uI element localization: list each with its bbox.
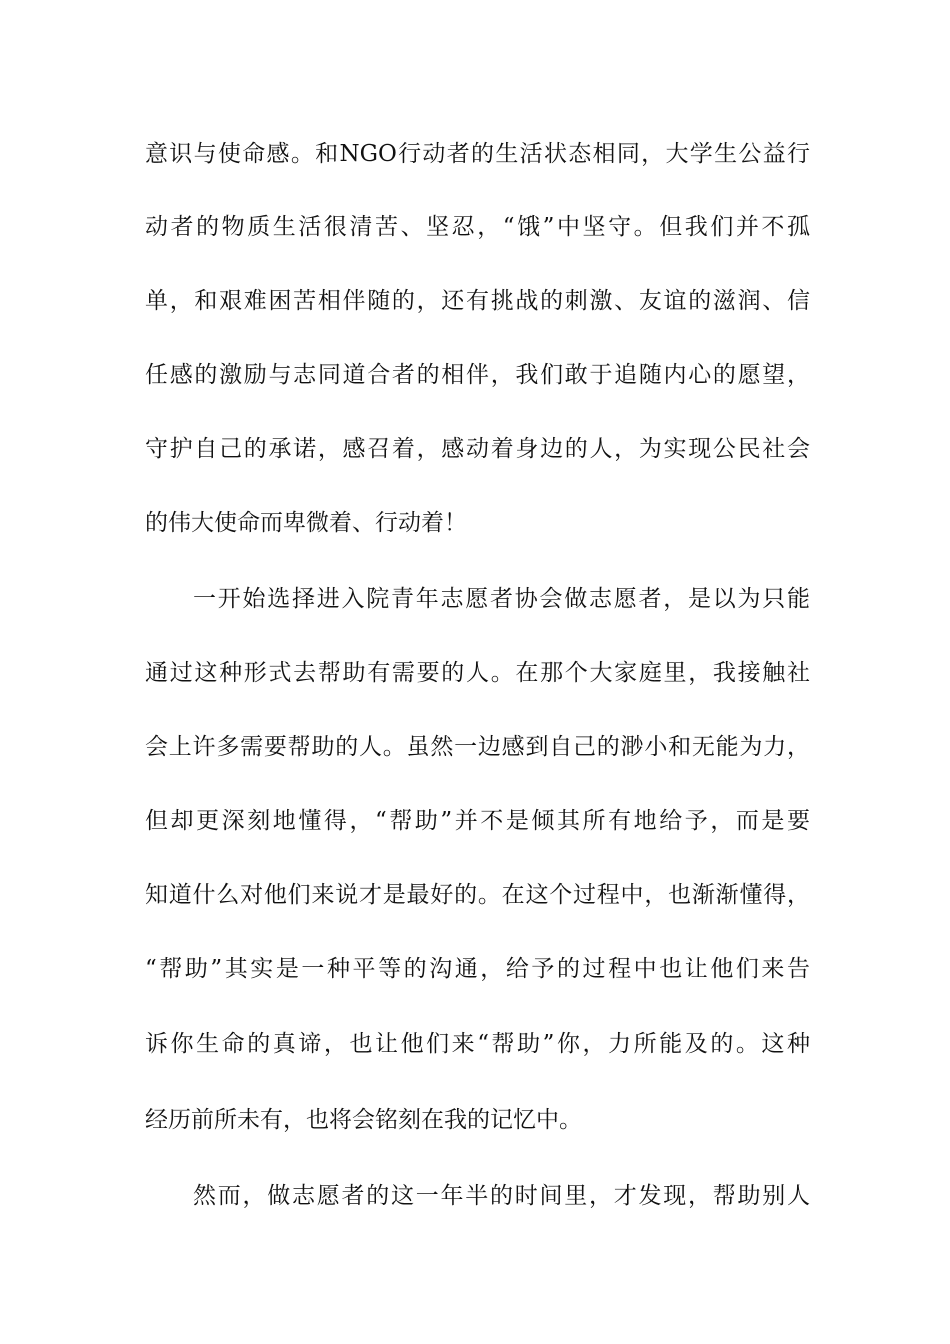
paragraph-2-line-3: 会上许多需要帮助的人。虽然一边感到自己的渺小和无能为力， <box>145 734 810 760</box>
paragraph-1-line-6: 的伟大使命而卑微着、行动着！ <box>145 510 467 536</box>
paragraph-1-line-1: 意识与使命感。和NGO行动者的生活状态相同，大学生公益行 <box>145 141 810 167</box>
paragraph-2-line-4: 但却更深刻地懂得，“帮助”并不是倾其所有地给予，而是要 <box>145 808 810 834</box>
paragraph-2-line-8: 经历前所未有，也将会铭刻在我的记忆中。 <box>145 1107 582 1133</box>
paragraph-3-line-1: 然而，做志愿者的这一年半的时间里，才发现，帮助别人 <box>193 1183 810 1209</box>
paragraph-2-line-7: 诉你生命的真谛，也让他们来“帮助”你，力所能及的。这种 <box>145 1031 810 1057</box>
paragraph-2-line-5: 知道什么对他们来说才是最好的。在这个过程中，也渐渐懂得， <box>145 882 810 908</box>
paragraph-2-line-1: 一开始选择进入院青年志愿者协会做志愿者，是以为只能 <box>193 586 810 612</box>
paragraph-2-line-6: “帮助”其实是一种平等的沟通，给予的过程中也让他们来告 <box>145 956 810 982</box>
paragraph-1-line-2: 动者的物质生活很清苦、坚忍，“饿”中坚守。但我们并不孤 <box>145 214 810 240</box>
paragraph-1-line-3: 单，和艰难困苦相伴随的，还有挑战的刺激、友谊的滋润、信 <box>145 288 810 314</box>
paragraph-1-line-5: 守护自己的承诺，感召着，感动着身边的人，为实现公民社会 <box>145 436 810 462</box>
paragraph-1-line-4: 任感的激励与志同道合者的相伴，我们敢于追随内心的愿望， <box>145 362 810 388</box>
paragraph-2-line-2: 通过这种形式去帮助有需要的人。在那个大家庭里，我接触社 <box>145 660 810 686</box>
